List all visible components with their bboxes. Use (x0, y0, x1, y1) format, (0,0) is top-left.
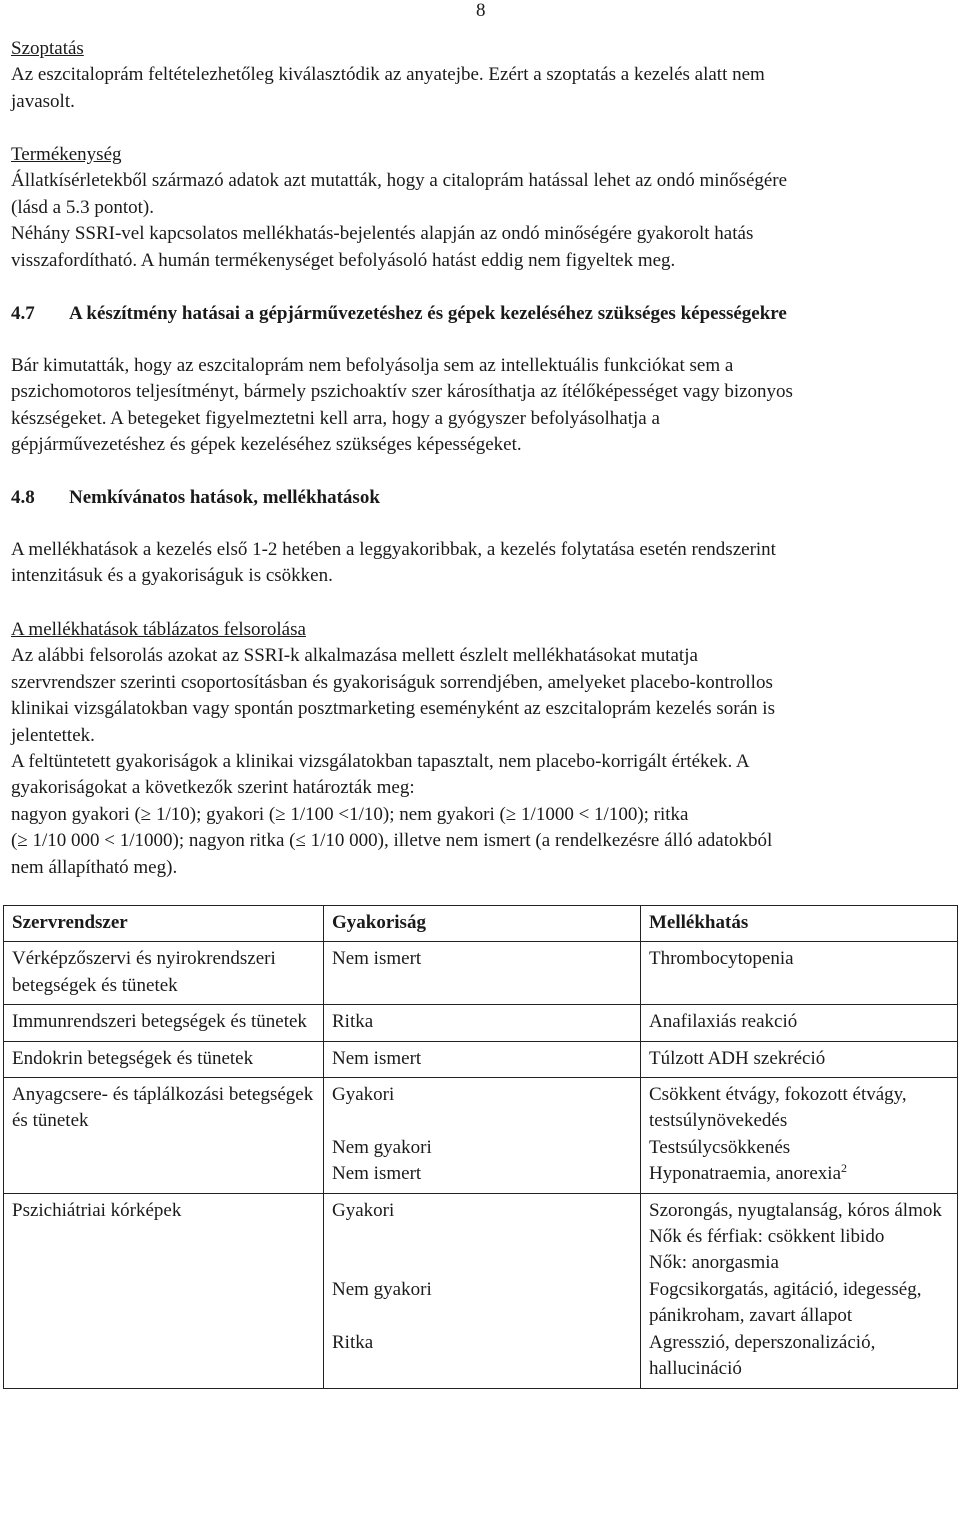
cell-system: Vérképzőszervi és nyirokrendszeri betegségek és tünetek (4, 942, 324, 1005)
text-line: (≥ 1/10 000 < 1/1000); nagyon ritka (≤ 1/10 000), illetve nem ismert (a rendelkezésre álló adatokból (11, 830, 773, 852)
text-line: Állatkísérletekből származó adatok azt mutatták, hogy a citaloprám hatással lehet az ondó minőségére (11, 170, 788, 192)
effect-value: Hyponatraemia, anorexia$^2$ (649, 1161, 848, 1185)
effect-value: Fogcsikorgatás, agitáció, idegesség, pánikroham, zavart állapot (649, 1278, 922, 1327)
frequency-value: Nem ismert (332, 1163, 422, 1185)
effect-value: Anafilaxiás reakció (649, 1011, 798, 1033)
text-line: pszichomotoros teljesítményt, bármely pszichoaktív szer károsíthatja az ítélőképességet vagy bizonyos (11, 381, 793, 403)
frequency-value: Gyakori (332, 1199, 395, 1221)
text-line: klinikai vizsgálatokban vagy spontán posztmarketing eseményként az eszcitaloprám kezelés során is (11, 698, 775, 720)
text-line: Néhány SSRI-vel kapcsolatos mellékhatás-bejelentés alapján az ondó minőségére gyakorolt hatás (11, 223, 754, 245)
text-line: intenzitásuk és a gyakoriságuk is csökken. (11, 565, 333, 587)
cell-frequency (324, 1193, 641, 1388)
cell-frequency (324, 1005, 641, 1041)
cell-system: Pszichiátriai kórképek (4, 1193, 324, 1388)
text-line: A feltüntetett gyakoriságok a klinikai vizsgálatokban tapasztalt, nem placebo-korrigált értékek. A (11, 751, 750, 773)
section-4-7-body (11, 353, 793, 459)
text-line: A mellékhatások a kezelés első 1-2 hetében a leggyakoribbak, a kezelés folytatása esetén rendszerint (11, 539, 776, 560)
cell-effect (641, 1193, 958, 1388)
table-row (4, 1193, 958, 1388)
text-line: Bár kimutatták, hogy az eszcitaloprám nem befolyásolja sem az intellektuális funkciókat sem a (11, 355, 734, 376)
heading-tabular: A mellékhatások táblázatos felsorolása (11, 619, 306, 640)
frequency-value: Ritka (332, 1011, 374, 1033)
table-row (4, 942, 958, 1005)
text-line: Az eszcitaloprám feltételezhetőleg kiválasztódik az anyatejbe. Ezért a szoptatás a kezelés alatt nem (11, 64, 765, 86)
frequency-value: Ritka (332, 1331, 374, 1353)
footnote-marker: 2 (841, 1161, 848, 1176)
effect-value: Agresszió, deperszonalizáció, hallucináció (649, 1331, 876, 1380)
cell-system: Endokrin betegségek és tünetek (4, 1041, 324, 1077)
heading-section-4-8 (11, 485, 380, 511)
text-line: javasolt. (11, 90, 75, 112)
cell-effect (641, 1005, 958, 1041)
section-fertility (11, 142, 787, 274)
table-body (4, 942, 958, 1388)
heading-lactation: Szoptatás (11, 38, 84, 59)
table-row (4, 1005, 958, 1041)
frequency-value: Nem ismert (332, 1047, 422, 1069)
cell-frequency (324, 1078, 641, 1194)
text-line: jelentettek. (11, 724, 95, 746)
table-header-row (4, 906, 958, 942)
text-line: nagyon gyakori (≥ 1/10); gyakori (≥ 1/100 <1/10); nem gyakori (≥ 1/1000 < 1/100); ritka (11, 803, 689, 825)
section-tabular (11, 617, 775, 881)
effect-value: Csökkent étvágy, fokozott étvágy, testsúlynövekedés (649, 1084, 907, 1132)
section-number: 4.8 (11, 487, 35, 508)
text-line: Az alábbi felsorolás azokat az SSRI-k alkalmazása mellett észlelt mellékhatásokat mutatja (11, 645, 698, 667)
text-line: nem állapítható meg). (11, 856, 178, 878)
cell-effect (641, 942, 958, 1005)
text-line: készségeket. A betegeket figyelmeztetni kell arra, hogy a gyógyszer befolyásolhatja a (11, 407, 660, 429)
side-effects-table (3, 905, 958, 1389)
frequency-value: Nem gyakori (332, 1278, 432, 1300)
cell-effect (641, 1078, 958, 1194)
table-row (4, 1078, 958, 1194)
cell-system: Immunrendszeri betegségek és tünetek (4, 1005, 324, 1041)
text-line: gyakoriságokat a következők szerint határozták meg: (11, 777, 415, 799)
section-lactation (11, 36, 765, 115)
header-cell: Szervrendszer (4, 906, 324, 942)
text-line: gépjárművezetéshez és gépek kezeléséhez szükséges képességeket. (11, 434, 522, 456)
effect-value: Thrombocytopenia (649, 948, 794, 970)
heading-section-4-7 (11, 301, 787, 327)
cell-system: Anyagcsere- és táplálkozási betegségek és tünetek (4, 1078, 324, 1194)
frequency-value: Gyakori (332, 1084, 395, 1106)
frequency-value: Nem gyakori (332, 1137, 432, 1159)
effect-value: Szorongás, nyugtalanság, kóros álmok Nők és férfiak: csökkent libido Nők: anorgasmia (649, 1199, 942, 1274)
cell-effect (641, 1041, 958, 1077)
section-number: 4.7 (11, 303, 35, 324)
section-title: A készítmény hatásai a gépjárművezetéshez és gépek kezeléséhez szükséges képességekre (69, 303, 787, 324)
header-cell: Gyakoriság (324, 906, 641, 942)
frequency-value: Nem ismert (332, 948, 422, 970)
page-number: 8 (476, 0, 486, 21)
text-line: (lásd a 5.3 pontot). (11, 196, 155, 218)
cell-frequency (324, 1041, 641, 1077)
cell-frequency (324, 942, 641, 1005)
header-cell: Mellékhatás (641, 906, 958, 942)
effect-value: Testsúlycsökkenés (649, 1136, 791, 1158)
table-row (4, 1041, 958, 1077)
section-title: Nemkívánatos hatások, mellékhatások (69, 487, 380, 508)
section-4-8-body (11, 537, 776, 590)
effect-value: Túlzott ADH szekréció (649, 1047, 826, 1069)
heading-fertility: Termékenység (11, 144, 122, 165)
text-line: visszafordítható. A humán termékenységet befolyásoló hatást eddig nem figyeltek meg. (11, 249, 676, 271)
text-line: szervrendszer szerinti csoportosításban és gyakoriságuk sorrendjében, amelyeket placebo-kontrollos (11, 671, 773, 693)
